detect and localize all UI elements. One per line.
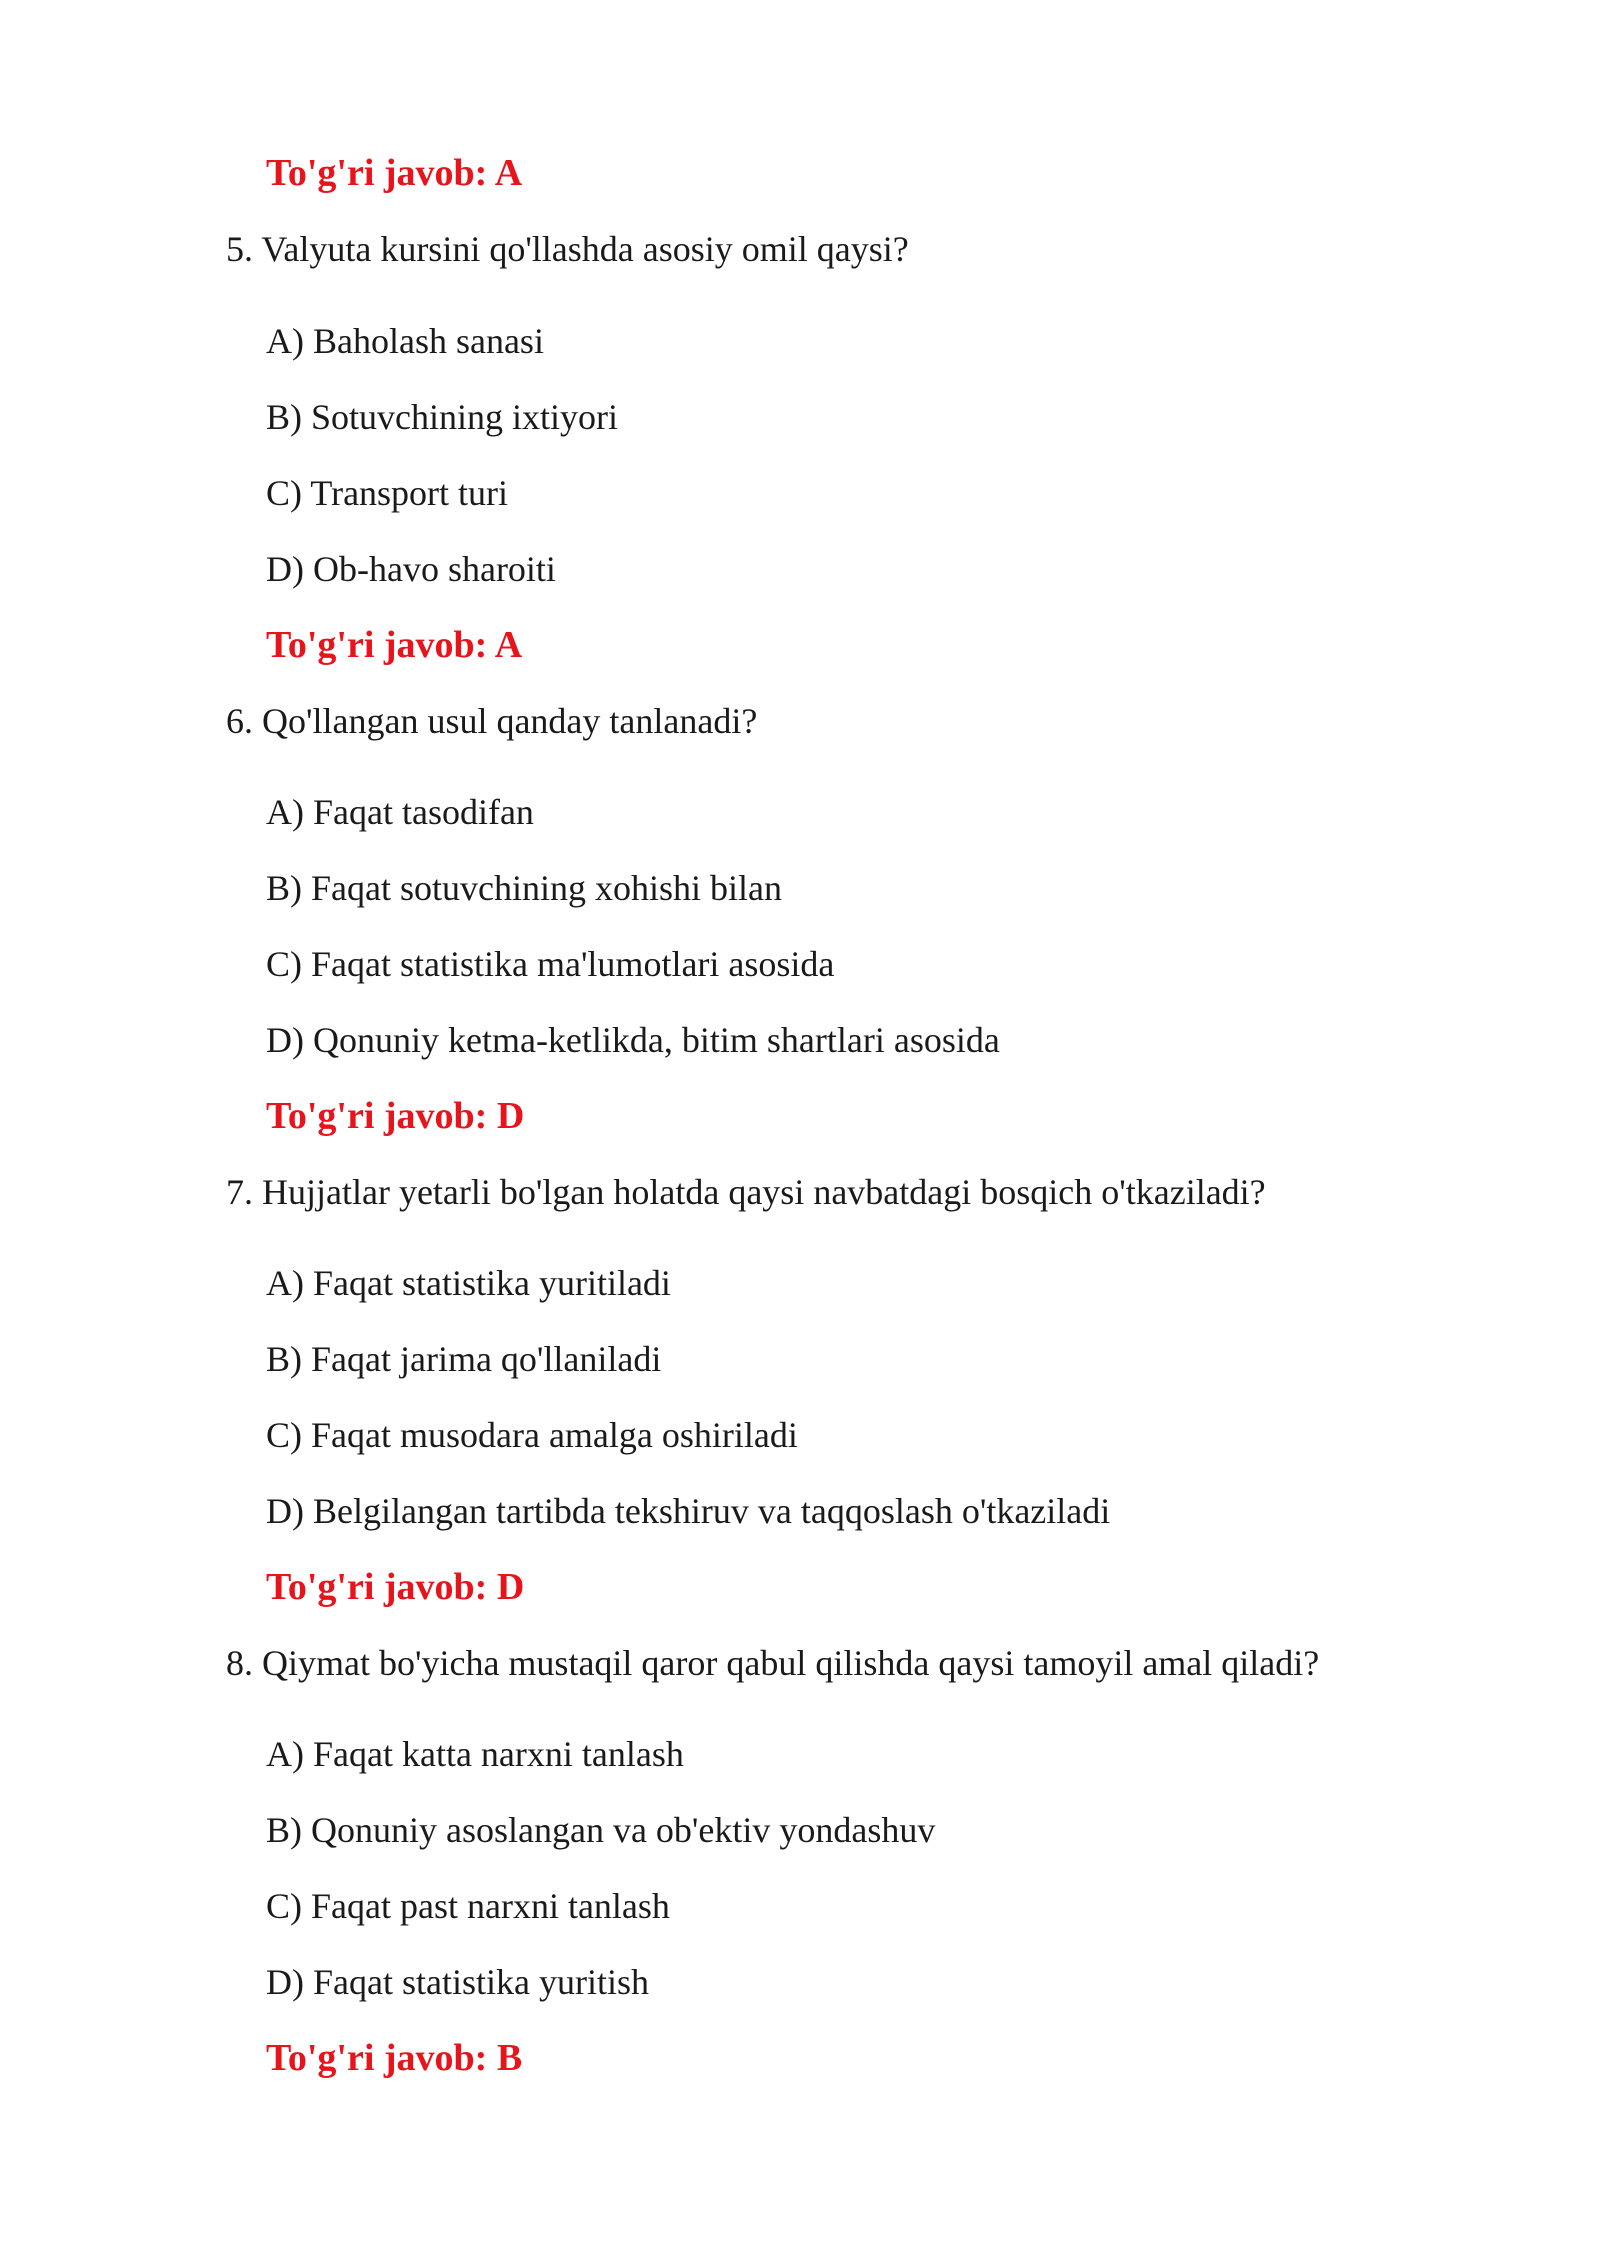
q8-option-b: B) Qonuniy asoslangan va ob'ektiv yondashuv [266, 1810, 936, 1850]
q8-option-c: C) Faqat past narxni tanlash [266, 1886, 670, 1926]
q6-option-a: A) Faqat tasodifan [266, 792, 534, 832]
previous-correct-answer: To'g'ri javob: A [266, 152, 523, 194]
q5-option-a: A) Baholash sanasi [266, 321, 544, 361]
q5-option-c: C) Transport turi [266, 473, 509, 513]
q7-correct-answer: To'g'ri javob: D [266, 1566, 525, 1608]
question-7: 7. Hujjatlar yetarli bo'lgan holatda qaysi navbatdagi bosqich o'tkaziladi? [226, 1172, 1266, 1212]
q6-option-b: B) Faqat sotuvchining xohishi bilan [266, 868, 782, 908]
q7-option-d: D) Belgilangan tartibda tekshiruv va taqqoslash o'tkaziladi [266, 1491, 1111, 1531]
q5-correct-answer: To'g'ri javob: A [266, 624, 523, 666]
q8-correct-answer: To'g'ri javob: B [266, 2037, 523, 2079]
q7-option-a: A) Faqat statistika yuritiladi [266, 1263, 671, 1303]
q6-correct-answer: To'g'ri javob: D [266, 1095, 525, 1137]
q5-option-d: D) Ob-havo sharoiti [266, 549, 556, 589]
q5-option-b: B) Sotuvchining ixtiyori [266, 397, 619, 437]
question-6: 6. Qo'llangan usul qanday tanlanadi? [226, 701, 758, 741]
q6-option-c: C) Faqat statistika ma'lumotlari asosida [266, 944, 835, 984]
q8-option-a: A) Faqat katta narxni tanlash [266, 1734, 684, 1774]
q7-option-c: C) Faqat musodara amalga oshiriladi [266, 1415, 798, 1455]
question-8: 8. Qiymat bo'yicha mustaqil qaror qabul qilishda qaysi tamoyil amal qiladi? [226, 1643, 1320, 1683]
q8-option-d: D) Faqat statistika yuritish [266, 1962, 649, 2002]
q6-option-d: D) Qonuniy ketma-ketlikda, bitim shartlari asosida [266, 1020, 1000, 1060]
question-5: 5. Valyuta kursini qo'llashda asosiy omil qaysi? [226, 229, 909, 269]
q7-option-b: B) Faqat jarima qo'llaniladi [266, 1339, 662, 1379]
